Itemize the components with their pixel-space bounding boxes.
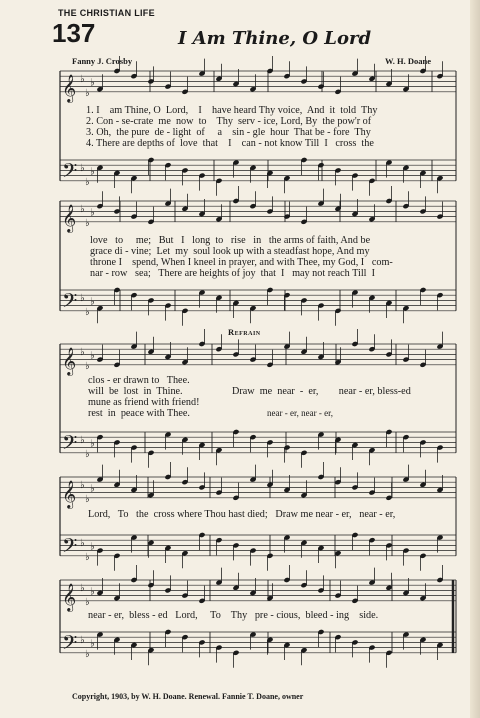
lyric-line: mune as friend with friend! [88,397,200,408]
clef-icon: 𝄢 [62,430,78,459]
flat-icon: ♭ [85,493,90,505]
lyric-line: nar - row sea; There are heights of joy that I may not reach Till I [90,268,375,279]
clef-icon: 𝄞 [62,582,77,611]
lyric-line: 1. I am Thine, O Lord, I have heard Thy voice, And it told Thy [86,105,378,116]
flat-icon: ♭ [85,87,90,99]
section-header: THE CHRISTIAN LIFE [58,8,155,18]
lyric-line: love to me; But I long to rise in the arms of faith, And be [90,235,371,246]
lyric-line: 2. Con - se-crate me now to Thy serv - ice, Lord, By the pow'r of [86,116,372,127]
clef-icon: 𝄞 [62,203,77,232]
composer-credit: W. H. Doane [385,56,431,66]
lyric-line: will be lost in Thine. [88,386,183,397]
clef-icon: 𝄢 [62,630,78,659]
copyright-notice: Copyright, 1903, by W. H. Doane. Renewal. Fannie T. Doane, owner [72,692,304,701]
lyric-line: rest in peace with Thee. [88,408,190,419]
flat-icon: ♭ [85,596,90,608]
flat-icon: ♭ [80,73,85,85]
clef-icon: 𝄞 [62,73,77,102]
flat-icon: ♭ [80,162,85,174]
flat-icon: ♭ [85,648,90,660]
clef-icon: 𝄞 [62,479,77,508]
flat-icon: ♭ [85,306,90,318]
flat-icon: ♭ [80,203,85,215]
author-credit: Fanny J. Crosby [72,56,133,66]
hymn-title: I Am Thine, O Lord [178,28,372,49]
lyric-line: near - er, bless - ed Lord, To Thy pre - cious, bleed - ing side. [88,610,379,621]
lyric-line: throne I spend, When I kneel in prayer, and with Thee, my God, I com- [90,257,393,268]
lyric-line: 4. There are depths of love that I can - not know Till I cross the [86,138,374,149]
clef-icon: 𝄞 [62,346,77,375]
flat-icon: ♭ [90,483,95,495]
flat-icon: ♭ [85,217,90,229]
flat-icon: ♭ [80,634,85,646]
flat-icon: ♭ [85,176,90,188]
flat-icon: ♭ [85,360,90,372]
flat-icon: ♭ [90,541,95,553]
flat-icon: ♭ [90,166,95,178]
hymn-number: 137 [52,18,96,48]
flat-icon: ♭ [90,586,95,598]
flat-icon: ♭ [90,77,95,89]
flat-icon: ♭ [85,551,90,563]
flat-icon: ♭ [90,350,95,362]
flat-icon: ♭ [85,448,90,460]
flat-icon: ♭ [90,438,95,450]
flat-icon: ♭ [80,479,85,491]
flat-icon: ♭ [80,582,85,594]
flat-icon: ♭ [90,207,95,219]
flat-icon: ♭ [90,296,95,308]
flat-icon: ♭ [80,537,85,549]
clef-icon: 𝄢 [62,288,78,317]
lyric-line: Lord, To the cross where Thou hast died; Draw me near - er, near - er, [88,509,396,520]
flat-icon: ♭ [80,292,85,304]
clef-icon: 𝄢 [62,533,78,562]
lyric-line: grace di - vine; Let my soul look up with a steadfast hope, And my [90,246,370,257]
refrain-lyric: Draw me near - er, near - er, bless-ed [232,386,411,397]
flat-icon: ♭ [80,346,85,358]
refrain-echo-lyric: near - er, near - er, [267,408,333,418]
flat-icon: ♭ [90,638,95,650]
lyric-line: clos - er drawn to Thee. [88,375,190,386]
refrain-label: Refrain [228,327,261,337]
clef-icon: 𝄢 [62,158,78,187]
flat-icon: ♭ [80,434,85,446]
lyric-line: 3. Oh, the pure de - light of a sin - gle hour That be - fore Thy [86,127,371,138]
